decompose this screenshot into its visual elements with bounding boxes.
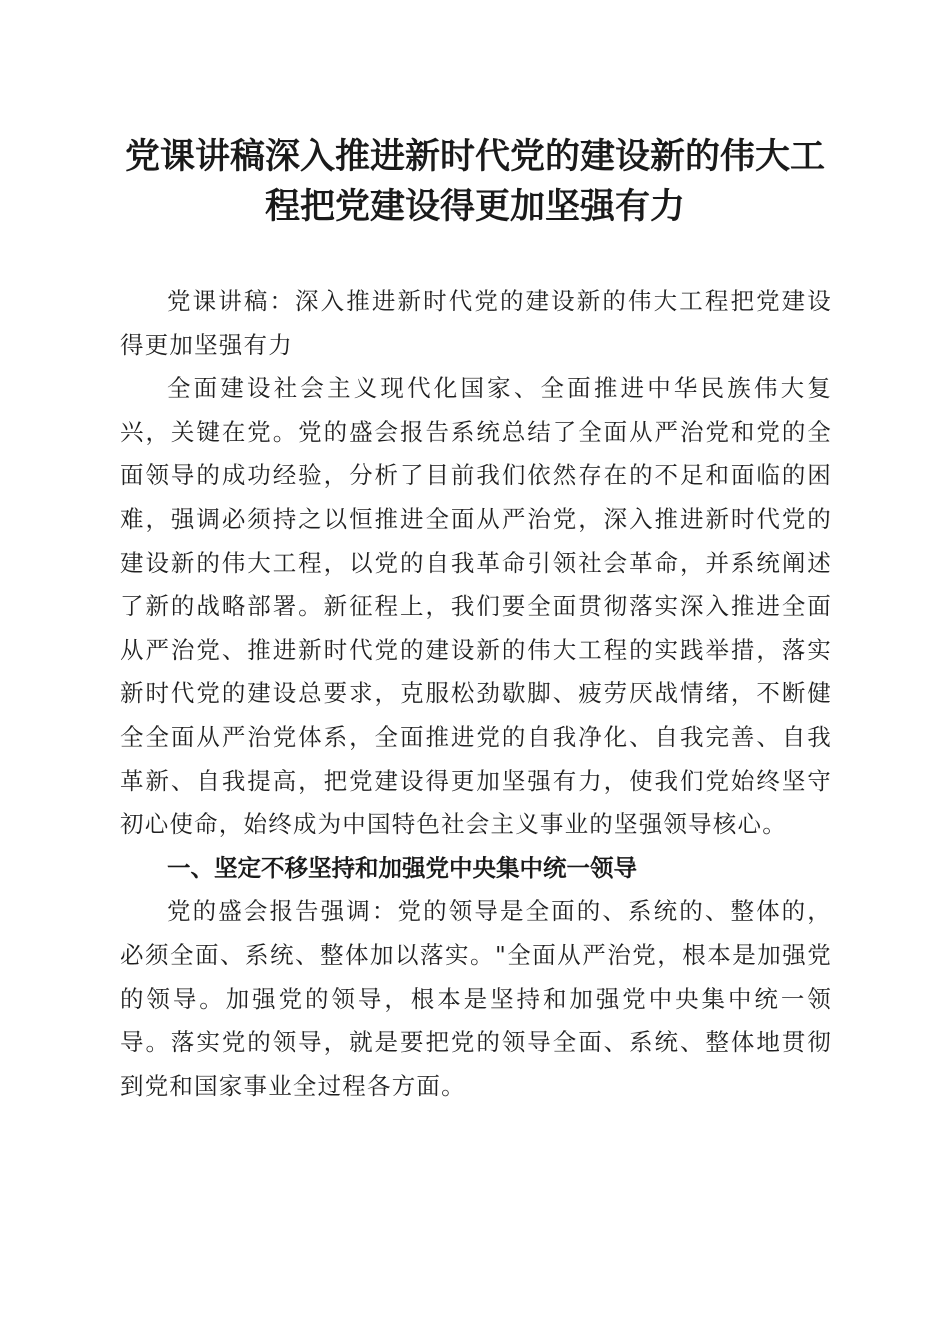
body-paragraph: 全面建设社会主义现代化国家、全面推进中华民族伟大复兴，关键在党。党的盛会报告系统总结了全面从严治党和党的全面领导的成功经验，分析了目前我们依然存在的不足和面临的困难，强调必须持之以恒推进全面从严治党，深入推进新时代党的建设新的伟大工程，以党的自我革命引领社会革命，并系统阐述了新的战略部署。新征程上，我们要全面贯彻落实深入推进全面从严治党、推进新时代党的建设新的伟大工程的实践举措，落实新时代党的建设总要求，克服松劲歇脚、疲劳厌战情绪，不断健全全面从严治党体系，全面推进党的自我净化、自我完善、自我革新、自我提高，把党建设得更加坚强有力，使我们党始终坚守初心使命，始终成为中国特色社会主义事业的坚强领导核心。 <box>120 374 832 839</box>
intro-paragraph: 党课讲稿：深入推进新时代党的建设新的伟大工程把党建设得更加坚强有力 <box>120 287 832 359</box>
section-paragraph: 党的盛会报告强调：党的领导是全面的、系统的、整体的，必须全面、系统、整体加以落实。"全面从严治党，根本是加强党的领导。加强党的领导，根本是坚持和加强党中央集中统一领导。落实党的领导，就是要把党的领导全面、系统、整体地贯彻到党和国家事业全过程各方面。 <box>120 897 832 1100</box>
section-heading: 一、坚定不移坚持和加强党中央集中统一领导 <box>167 853 637 882</box>
document-body <box>120 280 832 1108</box>
document-title: 党课讲稿深入推进新时代党的建设新的伟大工程把党建设得更加坚强有力 <box>124 136 825 227</box>
